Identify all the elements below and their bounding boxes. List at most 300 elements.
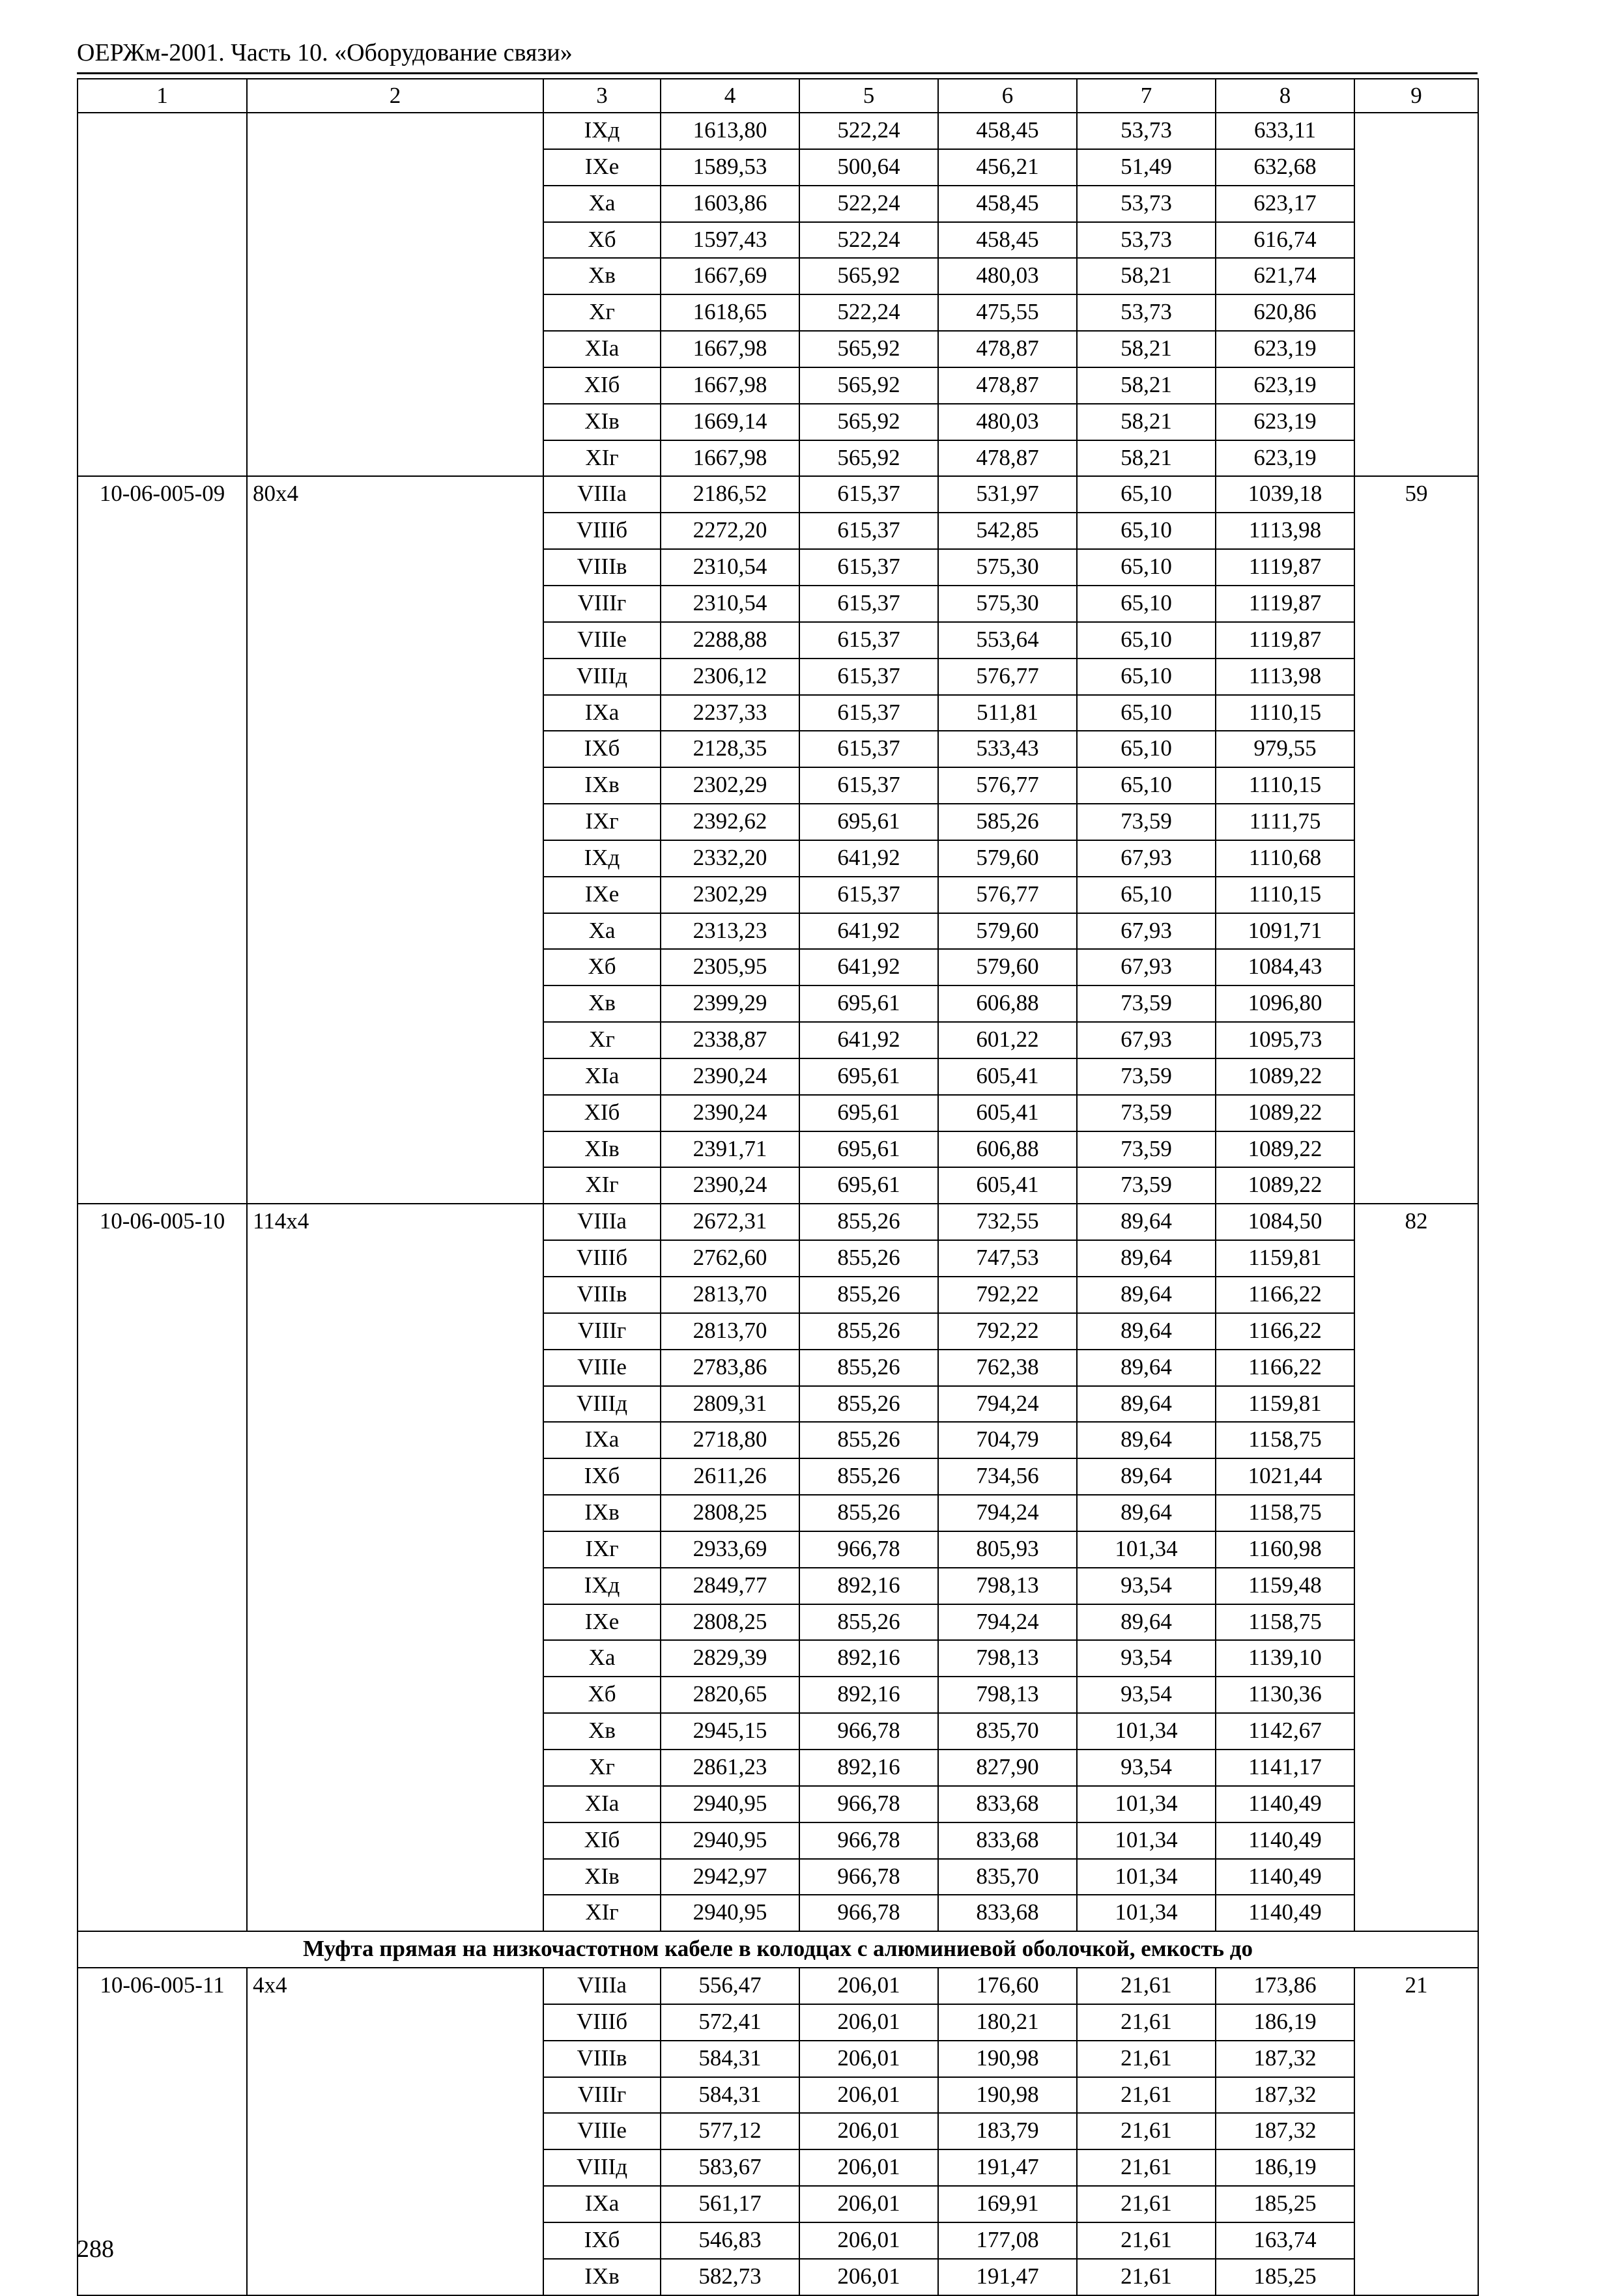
value-cell: 478,87 [938, 367, 1077, 404]
value-cell: 734,56 [938, 1458, 1077, 1495]
value-cell: 623,17 [1216, 186, 1354, 222]
value-cell: 827,90 [938, 1750, 1077, 1786]
value-cell: 206,01 [799, 2113, 938, 2149]
value-cell: 187,32 [1216, 2041, 1354, 2077]
region-cell: XIб [543, 1822, 661, 1859]
value-cell: 1084,43 [1216, 949, 1354, 985]
table-row [78, 1968, 1478, 2004]
value-cell: 2391,71 [661, 1131, 799, 1168]
size-cell: 4х4 [247, 1968, 543, 2295]
region-cell: VIIIд [543, 1386, 661, 1423]
value-cell: 1667,69 [661, 258, 799, 294]
region-cell: Xг [543, 1022, 661, 1058]
value-cell: 21,61 [1077, 2041, 1216, 2077]
value-cell: 480,03 [938, 258, 1077, 294]
value-cell: 2942,97 [661, 1859, 799, 1895]
value-cell: 58,21 [1077, 367, 1216, 404]
value-cell: 89,64 [1077, 1277, 1216, 1313]
value-cell: 2808,25 [661, 1604, 799, 1641]
value-cell: 480,03 [938, 404, 1077, 440]
value-cell: 1119,87 [1216, 549, 1354, 586]
value-cell: 606,88 [938, 1131, 1077, 1168]
value-cell: 794,24 [938, 1386, 1077, 1423]
value-cell: 855,26 [799, 1313, 938, 1350]
value-cell: 695,61 [799, 1058, 938, 1095]
value-cell: 892,16 [799, 1750, 938, 1786]
value-cell: 21,61 [1077, 2186, 1216, 2222]
value-cell: 565,92 [799, 258, 938, 294]
region-cell: VIIIе [543, 622, 661, 659]
value-cell: 511,81 [938, 695, 1077, 731]
value-cell: 67,93 [1077, 840, 1216, 877]
column-number-4: 4 [661, 79, 799, 113]
value-cell: 747,53 [938, 1240, 1077, 1277]
value-cell: 835,70 [938, 1859, 1077, 1895]
value-cell: 65,10 [1077, 513, 1216, 549]
value-cell: 58,21 [1077, 331, 1216, 367]
value-cell: 500,64 [799, 149, 938, 186]
value-cell: 632,68 [1216, 149, 1354, 186]
value-cell: 2783,86 [661, 1350, 799, 1386]
region-cell: VIIIе [543, 2113, 661, 2149]
value-cell: 1110,68 [1216, 840, 1354, 877]
value-cell: 732,55 [938, 1204, 1077, 1240]
value-cell: 579,60 [938, 840, 1077, 877]
value-cell: 1110,15 [1216, 877, 1354, 913]
value-cell: 605,41 [938, 1095, 1077, 1131]
value-cell: 1139,10 [1216, 1640, 1354, 1677]
value-cell: 51,49 [1077, 149, 1216, 186]
value-cell: 101,34 [1077, 1531, 1216, 1568]
value-cell: 2310,54 [661, 549, 799, 586]
value-cell: 73,59 [1077, 985, 1216, 1022]
value-cell: 67,93 [1077, 949, 1216, 985]
value-cell: 1021,44 [1216, 1458, 1354, 1495]
value-cell: 855,26 [799, 1350, 938, 1386]
value-cell: 93,54 [1077, 1677, 1216, 1713]
value-cell: 695,61 [799, 985, 938, 1022]
value-cell: 798,13 [938, 1677, 1077, 1713]
value-cell: 2392,62 [661, 804, 799, 840]
value-cell: 21,61 [1077, 2149, 1216, 2186]
value-cell: 2808,25 [661, 1495, 799, 1531]
value-cell: 1084,50 [1216, 1204, 1354, 1240]
value-cell: 1110,15 [1216, 767, 1354, 804]
value-cell: 1618,65 [661, 294, 799, 331]
section-title: Муфта прямая на низкочастотном кабеле в колодцах с алюминиевой оболочкой, емкость до [78, 1931, 1478, 1968]
region-cell: VIIIг [543, 586, 661, 622]
value-cell: 185,25 [1216, 2186, 1354, 2222]
value-cell: 546,83 [661, 2222, 799, 2259]
table-row [78, 113, 1478, 149]
value-cell: 21,61 [1077, 2004, 1216, 2041]
value-cell: 601,22 [938, 1022, 1077, 1058]
value-cell: 1142,67 [1216, 1713, 1354, 1750]
value-cell: 641,92 [799, 949, 938, 985]
value-cell: 458,45 [938, 186, 1077, 222]
value-cell: 2940,95 [661, 1822, 799, 1859]
value-cell: 1669,14 [661, 404, 799, 440]
value-cell: 2809,31 [661, 1386, 799, 1423]
region-cell: Xа [543, 186, 661, 222]
region-cell: XIа [543, 1058, 661, 1095]
region-cell: VIIIв [543, 2041, 661, 2077]
size-cell: 80х4 [247, 476, 543, 1204]
region-cell: VIIIб [543, 513, 661, 549]
value-cell: 1159,81 [1216, 1240, 1354, 1277]
value-cell: 792,22 [938, 1313, 1077, 1350]
value-cell: 206,01 [799, 2149, 938, 2186]
value-cell: 1667,98 [661, 367, 799, 404]
region-cell: IXв [543, 1495, 661, 1531]
value-cell: 615,37 [799, 659, 938, 695]
region-cell: IXг [543, 1531, 661, 1568]
value-cell: 762,38 [938, 1350, 1077, 1386]
value-cell: 835,70 [938, 1713, 1077, 1750]
value-cell: 542,85 [938, 513, 1077, 549]
value-cell: 180,21 [938, 2004, 1077, 2041]
value-cell: 695,61 [799, 1167, 938, 1204]
value-cell: 458,45 [938, 222, 1077, 259]
value-cell: 58,21 [1077, 404, 1216, 440]
region-cell: IXа [543, 695, 661, 731]
value-cell: 633,11 [1216, 113, 1354, 149]
region-cell: IXе [543, 149, 661, 186]
value-cell: 73,59 [1077, 1095, 1216, 1131]
value-cell: 2288,88 [661, 622, 799, 659]
value-cell: 1166,22 [1216, 1350, 1354, 1386]
value-cell: 522,24 [799, 222, 938, 259]
value-cell: 641,92 [799, 913, 938, 950]
value-cell: 186,19 [1216, 2149, 1354, 2186]
col9-value-cell: 82 [1354, 1204, 1478, 1931]
value-cell: 65,10 [1077, 695, 1216, 731]
value-cell: 833,68 [938, 1786, 1077, 1822]
value-cell: 1160,98 [1216, 1531, 1354, 1568]
region-cell: VIIIв [543, 1277, 661, 1313]
region-cell: XIб [543, 1095, 661, 1131]
value-cell: 1113,98 [1216, 659, 1354, 695]
value-cell: 89,64 [1077, 1422, 1216, 1458]
value-cell: 855,26 [799, 1422, 938, 1458]
region-cell: IXб [543, 731, 661, 767]
value-cell: 575,30 [938, 586, 1077, 622]
value-cell: 615,37 [799, 622, 938, 659]
value-cell: 805,93 [938, 1531, 1077, 1568]
value-cell: 89,64 [1077, 1313, 1216, 1350]
value-cell: 65,10 [1077, 476, 1216, 513]
value-cell: 615,37 [799, 513, 938, 549]
region-cell: IXд [543, 113, 661, 149]
value-cell: 2306,12 [661, 659, 799, 695]
value-cell: 89,64 [1077, 1350, 1216, 1386]
value-cell: 966,78 [799, 1895, 938, 1931]
value-cell: 1589,53 [661, 149, 799, 186]
rate-code-cell [78, 113, 247, 476]
value-cell: 615,37 [799, 767, 938, 804]
value-cell: 522,24 [799, 294, 938, 331]
value-cell: 206,01 [799, 1968, 938, 2004]
value-cell: 579,60 [938, 949, 1077, 985]
value-cell: 1095,73 [1216, 1022, 1354, 1058]
region-cell: IXб [543, 2222, 661, 2259]
value-cell: 1113,98 [1216, 513, 1354, 549]
value-cell: 2302,29 [661, 877, 799, 913]
region-cell: XIг [543, 1895, 661, 1931]
value-cell: 2332,20 [661, 840, 799, 877]
value-cell: 576,77 [938, 767, 1077, 804]
value-cell: 1166,22 [1216, 1313, 1354, 1350]
value-cell: 65,10 [1077, 767, 1216, 804]
value-cell: 478,87 [938, 331, 1077, 367]
value-cell: 169,91 [938, 2186, 1077, 2222]
value-cell: 1613,80 [661, 113, 799, 149]
value-cell: 966,78 [799, 1713, 938, 1750]
value-cell: 1158,75 [1216, 1422, 1354, 1458]
value-cell: 522,24 [799, 186, 938, 222]
value-cell: 1089,22 [1216, 1167, 1354, 1204]
value-cell: 2611,26 [661, 1458, 799, 1495]
value-cell: 572,41 [661, 2004, 799, 2041]
value-cell: 101,34 [1077, 1859, 1216, 1895]
value-cell: 65,10 [1077, 586, 1216, 622]
value-cell: 798,13 [938, 1640, 1077, 1677]
value-cell: 605,41 [938, 1167, 1077, 1204]
value-cell: 2390,24 [661, 1167, 799, 1204]
value-cell: 65,10 [1077, 549, 1216, 586]
value-cell: 833,68 [938, 1822, 1077, 1859]
value-cell: 616,74 [1216, 222, 1354, 259]
column-number-row [78, 79, 1478, 113]
value-cell: 892,16 [799, 1568, 938, 1604]
region-cell: VIIIб [543, 1240, 661, 1277]
value-cell: 101,34 [1077, 1713, 1216, 1750]
value-cell: 186,19 [1216, 2004, 1354, 2041]
value-cell: 65,10 [1077, 622, 1216, 659]
value-cell: 615,37 [799, 586, 938, 622]
value-cell: 585,26 [938, 804, 1077, 840]
value-cell: 206,01 [799, 2004, 938, 2041]
size-cell: 114х4 [247, 1204, 543, 1931]
value-cell: 794,24 [938, 1495, 1077, 1531]
value-cell: 1119,87 [1216, 622, 1354, 659]
value-cell: 704,79 [938, 1422, 1077, 1458]
table-row [78, 1204, 1478, 1240]
rate-code-cell: 10-06-005-10 [78, 1204, 247, 1931]
region-cell: XIв [543, 1131, 661, 1168]
value-cell: 2272,20 [661, 513, 799, 549]
value-cell: 623,19 [1216, 440, 1354, 477]
region-cell: VIIIв [543, 549, 661, 586]
value-cell: 73,59 [1077, 804, 1216, 840]
value-cell: 176,60 [938, 1968, 1077, 2004]
value-cell: 2399,29 [661, 985, 799, 1022]
region-cell: Xб [543, 222, 661, 259]
size-cell [247, 113, 543, 476]
value-cell: 615,37 [799, 476, 938, 513]
value-cell: 561,17 [661, 2186, 799, 2222]
value-cell: 1039,18 [1216, 476, 1354, 513]
value-cell: 206,01 [799, 2041, 938, 2077]
value-cell: 576,77 [938, 877, 1077, 913]
value-cell: 185,25 [1216, 2259, 1354, 2295]
value-cell: 695,61 [799, 804, 938, 840]
region-cell: IXв [543, 2259, 661, 2295]
value-cell: 2672,31 [661, 1204, 799, 1240]
column-number-7: 7 [1077, 79, 1216, 113]
region-cell: Xа [543, 1640, 661, 1677]
value-cell: 73,59 [1077, 1058, 1216, 1095]
value-cell: 2237,33 [661, 695, 799, 731]
value-cell: 792,22 [938, 1277, 1077, 1313]
value-cell: 93,54 [1077, 1568, 1216, 1604]
value-cell: 1140,49 [1216, 1895, 1354, 1931]
value-cell: 2940,95 [661, 1786, 799, 1822]
value-cell: 58,21 [1077, 440, 1216, 477]
value-cell: 576,77 [938, 659, 1077, 695]
region-cell: XIв [543, 1859, 661, 1895]
value-cell: 456,21 [938, 149, 1077, 186]
value-cell: 1597,43 [661, 222, 799, 259]
region-cell: IXд [543, 840, 661, 877]
value-cell: 187,32 [1216, 2113, 1354, 2149]
rate-code-cell: 10-06-005-09 [78, 476, 247, 1204]
value-cell: 475,55 [938, 294, 1077, 331]
region-cell: XIг [543, 440, 661, 477]
value-cell: 565,92 [799, 440, 938, 477]
region-cell: Xа [543, 913, 661, 950]
value-cell: 53,73 [1077, 186, 1216, 222]
region-cell: XIг [543, 1167, 661, 1204]
value-cell: 615,37 [799, 731, 938, 767]
value-cell: 478,87 [938, 440, 1077, 477]
col9-value-cell [1354, 113, 1478, 476]
value-cell: 2390,24 [661, 1095, 799, 1131]
value-cell: 1166,22 [1216, 1277, 1354, 1313]
value-cell: 1140,49 [1216, 1786, 1354, 1822]
value-cell: 966,78 [799, 1786, 938, 1822]
value-cell: 67,93 [1077, 913, 1216, 950]
value-cell: 21,61 [1077, 2113, 1216, 2149]
value-cell: 206,01 [799, 2222, 938, 2259]
value-cell: 173,86 [1216, 1968, 1354, 2004]
value-cell: 1159,48 [1216, 1568, 1354, 1604]
value-cell: 531,97 [938, 476, 1077, 513]
value-cell: 89,64 [1077, 1458, 1216, 1495]
value-cell: 183,79 [938, 2113, 1077, 2149]
value-cell: 695,61 [799, 1095, 938, 1131]
value-cell: 979,55 [1216, 731, 1354, 767]
region-cell: IXд [543, 1568, 661, 1604]
value-cell: 206,01 [799, 2259, 938, 2295]
value-cell: 163,74 [1216, 2222, 1354, 2259]
region-cell: VIIIа [543, 1204, 661, 1240]
value-cell: 855,26 [799, 1386, 938, 1423]
col9-value-cell: 59 [1354, 476, 1478, 1204]
table-row [78, 476, 1478, 513]
value-cell: 1140,49 [1216, 1859, 1354, 1895]
value-cell: 93,54 [1077, 1750, 1216, 1786]
value-cell: 190,98 [938, 2041, 1077, 2077]
value-cell: 582,73 [661, 2259, 799, 2295]
document-header: ОЕРЖм-2001. Часть 10. «Оборудование связи» [77, 39, 573, 66]
column-number-8: 8 [1216, 79, 1354, 113]
col9-value-cell: 21 [1354, 1968, 1478, 2295]
value-cell: 2305,95 [661, 949, 799, 985]
value-cell: 89,64 [1077, 1495, 1216, 1531]
value-cell: 2861,23 [661, 1750, 799, 1786]
value-cell: 620,86 [1216, 294, 1354, 331]
region-cell: Xв [543, 985, 661, 1022]
region-cell: VIIIа [543, 1968, 661, 2004]
value-cell: 556,47 [661, 1968, 799, 2004]
value-cell: 2338,87 [661, 1022, 799, 1058]
value-cell: 583,67 [661, 2149, 799, 2186]
value-cell: 89,64 [1077, 1386, 1216, 1423]
value-cell: 2128,35 [661, 731, 799, 767]
value-cell: 1089,22 [1216, 1095, 1354, 1131]
region-cell: IXе [543, 1604, 661, 1641]
region-cell: Xг [543, 294, 661, 331]
value-cell: 101,34 [1077, 1822, 1216, 1859]
value-cell: 833,68 [938, 1895, 1077, 1931]
value-cell: 621,74 [1216, 258, 1354, 294]
column-number-3: 3 [543, 79, 661, 113]
region-cell: Xб [543, 949, 661, 985]
value-cell: 623,19 [1216, 331, 1354, 367]
value-cell: 53,73 [1077, 113, 1216, 149]
column-number-1: 1 [78, 79, 247, 113]
value-cell: 2945,15 [661, 1713, 799, 1750]
column-number-9: 9 [1354, 79, 1478, 113]
value-cell: 641,92 [799, 840, 938, 877]
value-cell: 966,78 [799, 1531, 938, 1568]
value-cell: 1141,17 [1216, 1750, 1354, 1786]
region-cell: VIIIб [543, 2004, 661, 2041]
value-cell: 855,26 [799, 1240, 938, 1277]
value-cell: 623,19 [1216, 367, 1354, 404]
value-cell: 2310,54 [661, 586, 799, 622]
region-cell: XIв [543, 404, 661, 440]
value-cell: 606,88 [938, 985, 1077, 1022]
value-cell: 615,37 [799, 695, 938, 731]
region-cell: XIа [543, 1786, 661, 1822]
column-number-6: 6 [938, 79, 1077, 113]
value-cell: 89,64 [1077, 1240, 1216, 1277]
region-cell: XIа [543, 331, 661, 367]
value-cell: 2813,70 [661, 1277, 799, 1313]
value-cell: 53,73 [1077, 222, 1216, 259]
value-cell: 1667,98 [661, 440, 799, 477]
value-cell: 2762,60 [661, 1240, 799, 1277]
value-cell: 2186,52 [661, 476, 799, 513]
value-cell: 615,37 [799, 549, 938, 586]
value-cell: 855,26 [799, 1604, 938, 1641]
value-cell: 1140,49 [1216, 1822, 1354, 1859]
value-cell: 1110,15 [1216, 695, 1354, 731]
region-cell: Xг [543, 1750, 661, 1786]
value-cell: 2302,29 [661, 767, 799, 804]
region-cell: VIIIд [543, 2149, 661, 2186]
value-cell: 623,19 [1216, 404, 1354, 440]
value-cell: 553,64 [938, 622, 1077, 659]
value-cell: 1603,86 [661, 186, 799, 222]
region-cell: IXа [543, 1422, 661, 1458]
value-cell: 206,01 [799, 2077, 938, 2114]
value-cell: 191,47 [938, 2259, 1077, 2295]
column-number-2: 2 [247, 79, 543, 113]
value-cell: 579,60 [938, 913, 1077, 950]
